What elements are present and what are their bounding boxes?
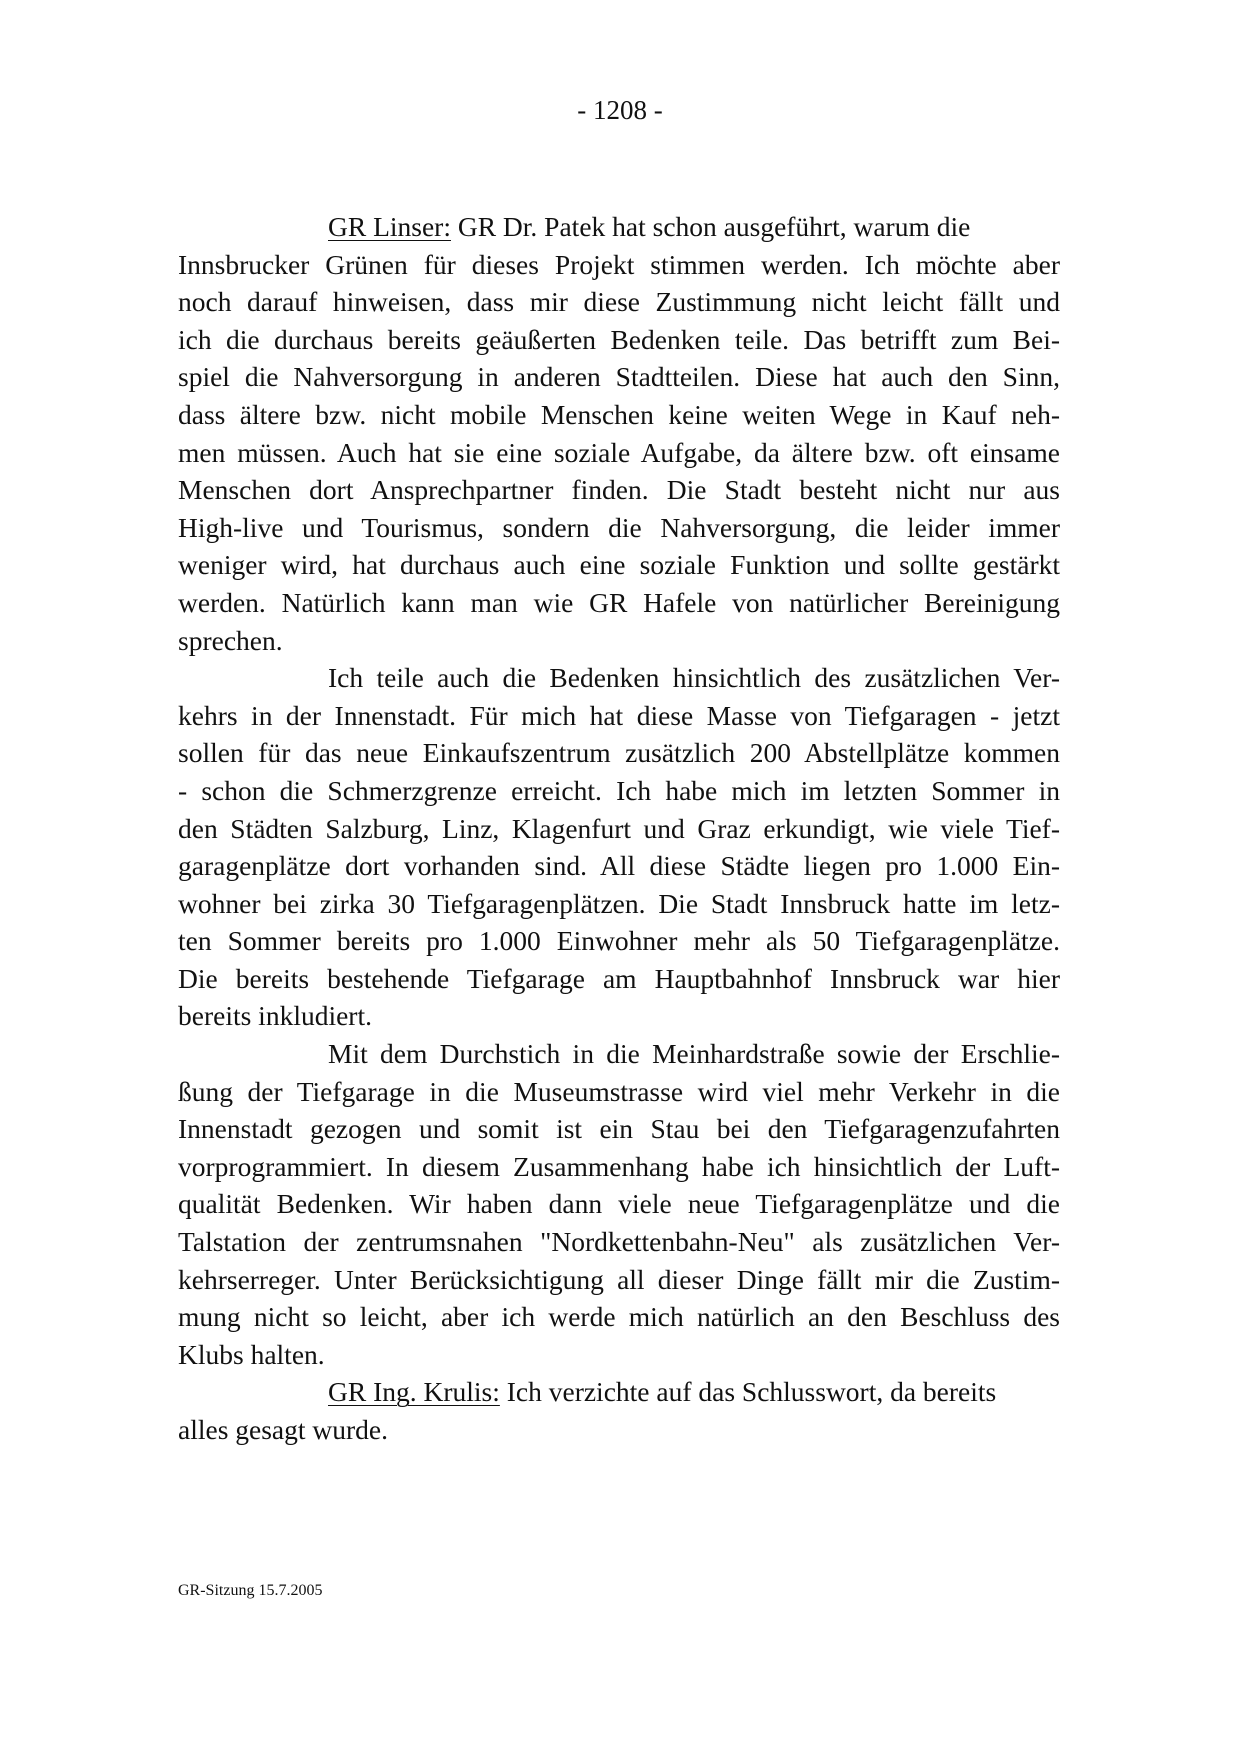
text-line: kehrserreger. Unter Berücksichtigung all dieser Dinge fällt mir die Zustim- [178,1263,1060,1295]
text-line: ßung der Tiefgarage in die Museumstrasse wird viel mehr Verkehr in die [178,1075,1060,1107]
text-line: Die bereits bestehende Tiefgarage am Hauptbahnhof Innsbruck war hier [178,962,1060,994]
text-line: Talstation der zentrumsnahen "Nordkettenbahn-Neu" als zusätzlichen Ver- [178,1226,1060,1258]
text-line: - schon die Schmerzgrenze erreicht. Ich habe mich im letzten Sommer in [178,774,1060,806]
text-line: alles gesagt wurde. [178,1414,388,1445]
text-line: kehrs in der Innenstadt. Für mich hat diese Masse von Tiefgaragen - jetzt [178,699,1060,731]
text-line: GR Linser: GR Dr. Patek hat schon ausgeführt, warum die [328,211,971,242]
paragraph-durchstich [178,1035,1060,1373]
text-line: wohner bei zirka 30 Tiefgaragenplätzen. Die Stadt Innsbruck hatte im letz- [178,887,1060,919]
text-line: spiel die Nahversorgung in anderen Stadtteilen. Diese hat auch den Sinn, [178,361,1060,393]
text-line: den Städten Salzburg, Linz, Klagenfurt und Graz erkundigt, wie viele Tief- [178,812,1060,844]
text-line: Mit dem Durchstich in die Meinhardstraße sowie der Erschlie- [328,1038,1060,1070]
text-line: sollen für das neue Einkaufszentrum zusätzlich 200 Abstellplätze kommen [178,737,1060,769]
text-line: noch darauf hinweisen, dass mir diese Zustimmung nicht leicht fällt und [178,286,1060,318]
text-line: garagenplätze dort vorhanden sind. All diese Städte liegen pro 1.000 Ein- [178,850,1060,882]
page-number: - 1208 - [577,95,663,125]
text-line: dass ältere bzw. nicht mobile Menschen keine weiten Wege in Kauf neh- [178,398,1060,430]
text-line: Innenstadt gezogen und somit ist ein Stau bei den Tiefgaragenzufahrten [178,1113,1060,1145]
text-line: bereits inkludiert. [178,1000,372,1032]
text-line: Menschen dort Ansprechpartner finden. Die Stadt besteht nicht nur aus [178,474,1060,506]
speaker-name: GR Linser: [328,211,451,242]
text-line: ich die durchaus bereits geäußerten Bedenken teile. Das betrifft zum Bei- [178,323,1060,355]
text-line: weniger wird, hat durchaus auch eine soziale Funktion und sollte gestärkt [178,549,1060,581]
speaker-name: GR Ing. Krulis: [328,1376,500,1408]
text-line: Innsbrucker Grünen für dieses Projekt stimmen werden. Ich möchte aber [178,248,1060,280]
text-line: men müssen. Auch hat sie eine soziale Aufgabe, da ältere bzw. oft einsame [178,436,1060,468]
text-line: GR Ing. Krulis: Ich verzichte auf das Schlusswort, da bereits [328,1376,997,1408]
text-line: High-live und Tourismus, sondern die Nahversorgung, die leider immer [178,511,1060,543]
text-line: werden. Natürlich kann man wie GR Hafele von natürlicher Bereinigung [178,586,1060,618]
paragraph-linser [178,208,1060,659]
paragraph-krulis [178,1373,1060,1448]
text-line: vorprogrammiert. In diesem Zusammenhang habe ich hinsichtlich der Luft- [178,1150,1060,1182]
text-line: Ich teile auch die Bedenken hinsichtlich des zusätzlichen Ver- [328,662,1060,694]
text-line: ten Sommer bereits pro 1.000 Einwohner mehr als 50 Tiefgaragenplätze. [178,925,1060,957]
text-line: sprechen. [178,624,283,656]
text-line: Klubs halten. [178,1338,325,1370]
text-line: mung nicht so leicht, aber ich werde mich natürlich an den Beschluss des [178,1301,1060,1333]
footer-session-date: GR-Sitzung 15.7.2005 [178,1582,323,1599]
paragraph-traffic [178,659,1060,1035]
text-line: qualität Bedenken. Wir haben dann viele neue Tiefgaragenplätze und die [178,1188,1060,1220]
document-body [178,208,1060,1449]
